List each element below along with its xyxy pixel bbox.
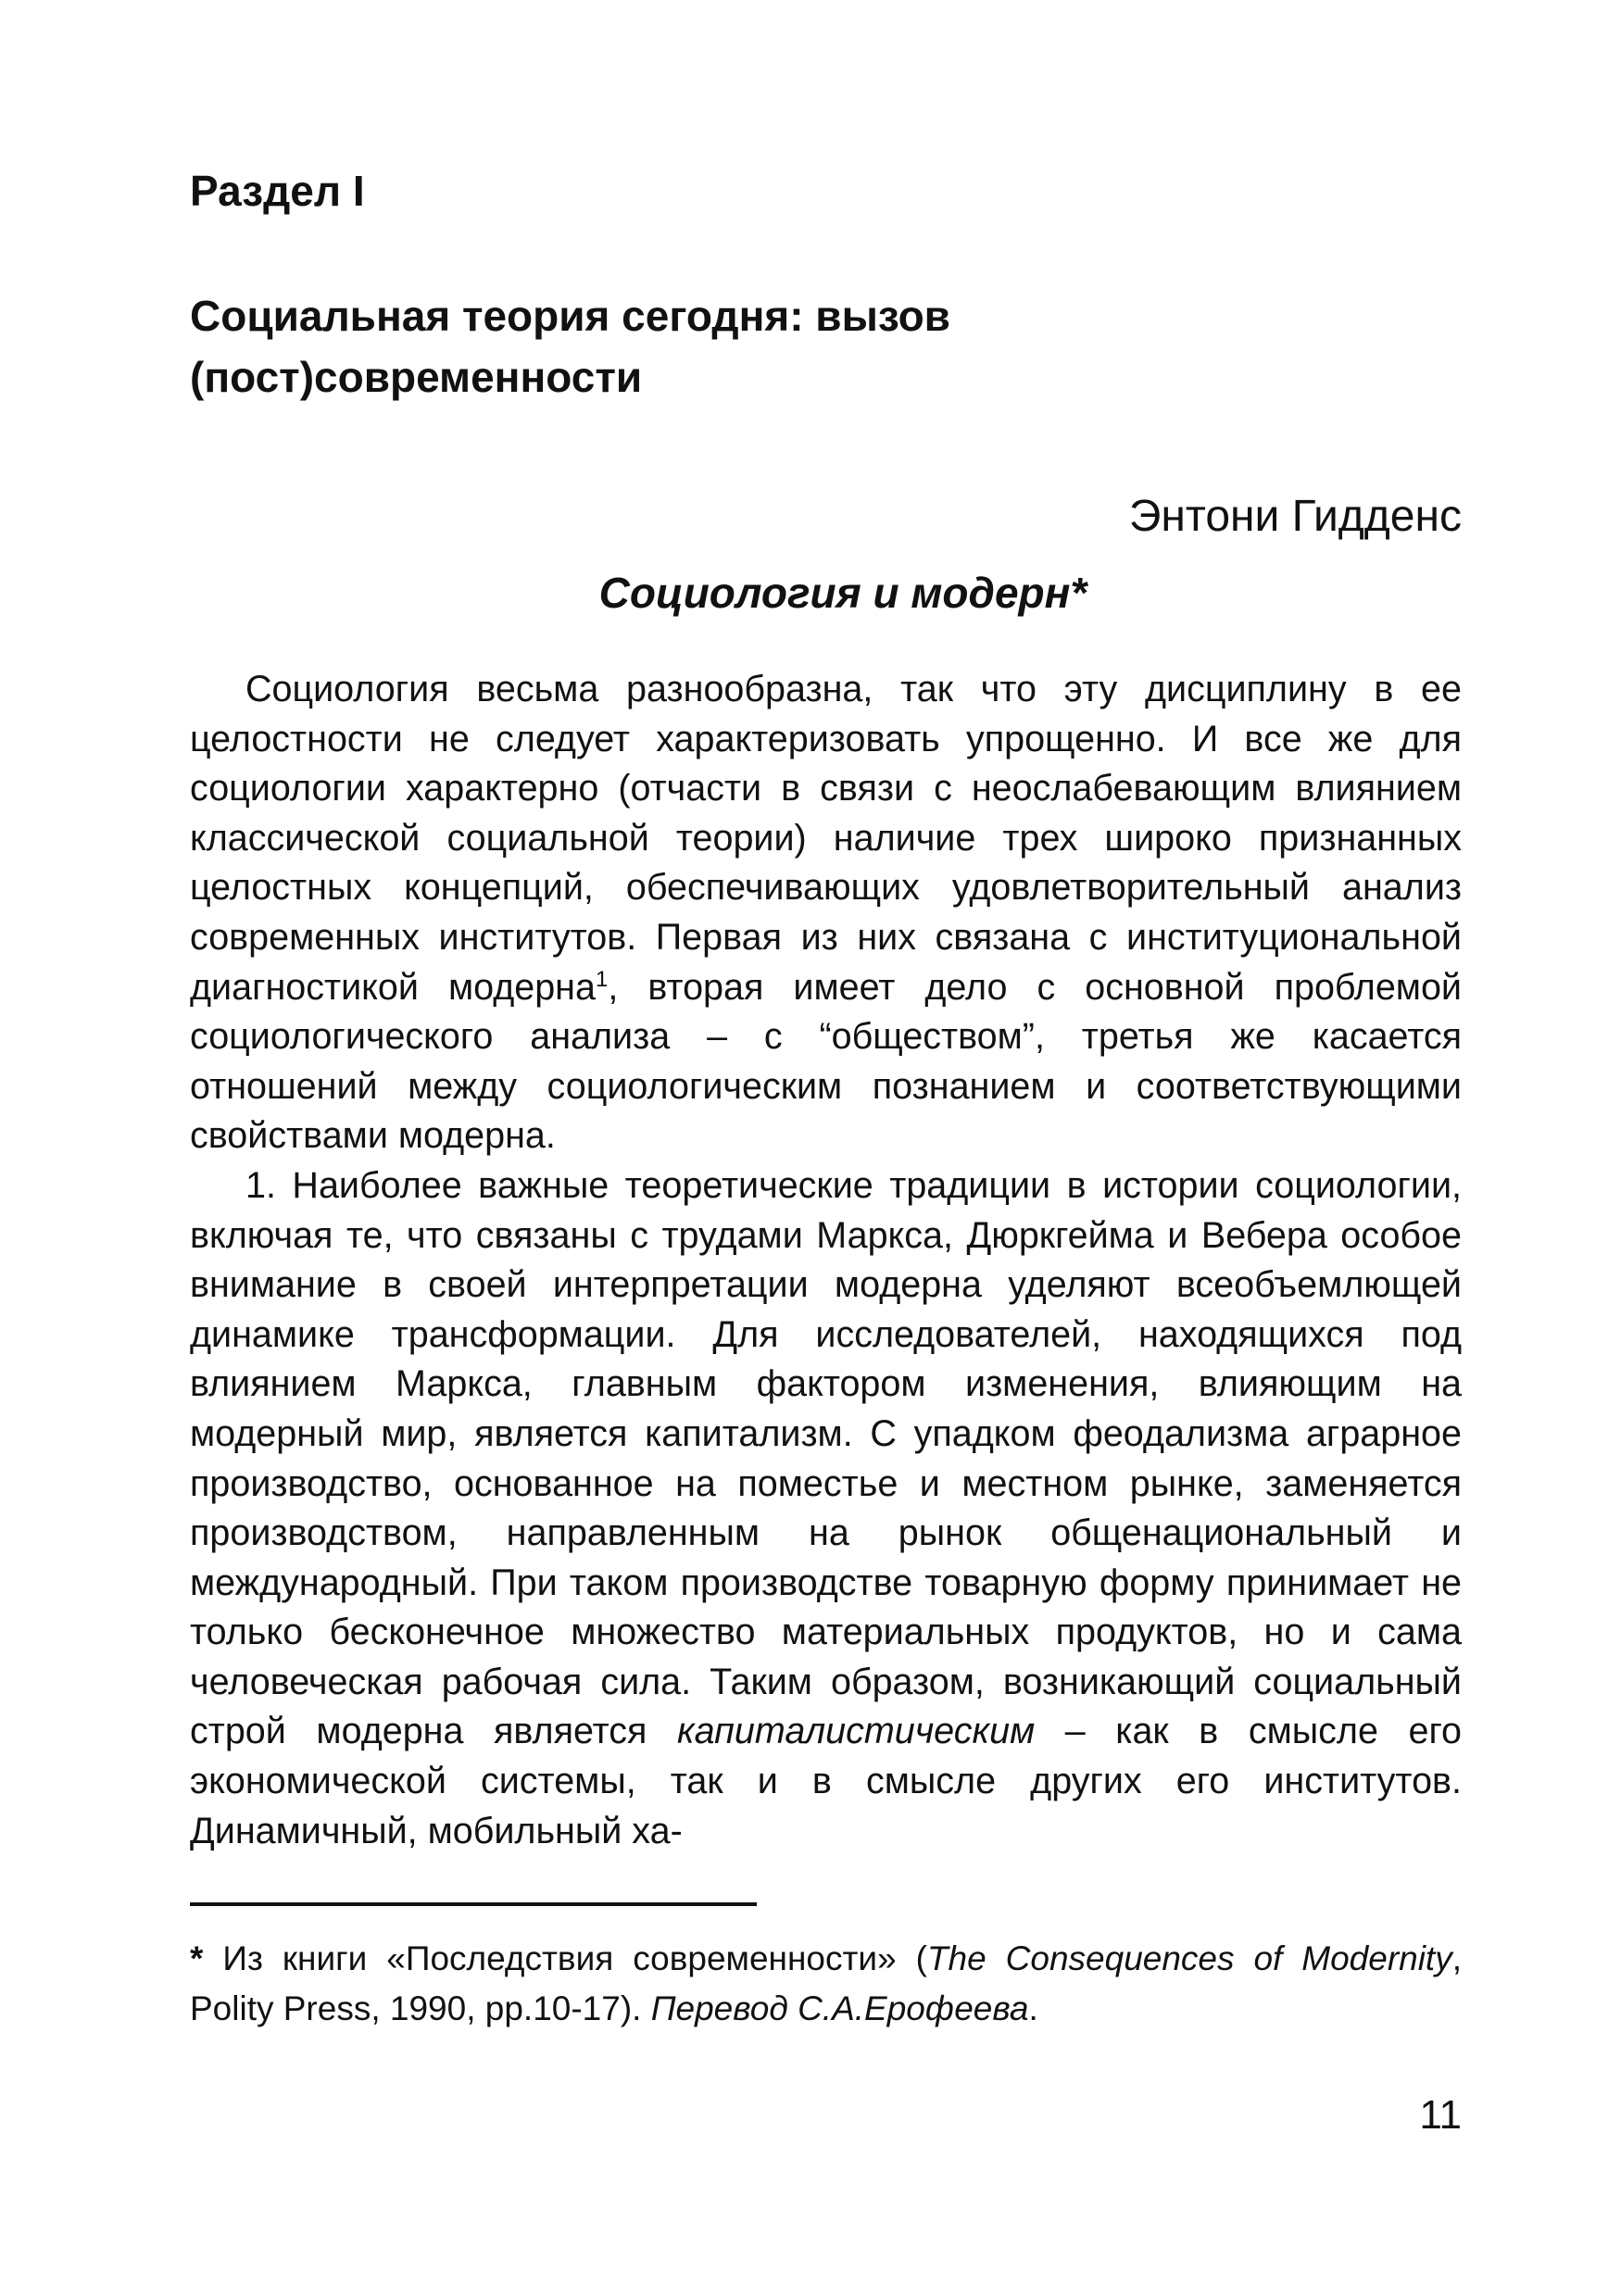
section-label: Раздел I	[190, 167, 365, 215]
footnote-text-end: .	[1028, 1989, 1038, 2027]
author-name: Энтони Гидденс	[1128, 492, 1462, 541]
section-title-line-2: (пост)современности	[190, 353, 643, 401]
section-title-line-1: Социальная теория сегодня: вызов	[190, 292, 950, 340]
paragraph-1	[190, 665, 1462, 1161]
footnote-translator: Перевод С.А.Ерофеева	[650, 1989, 1029, 2027]
section-title	[190, 285, 1394, 408]
footnote-marker: *	[190, 1939, 204, 1977]
paragraph-1-text-a: Социология весьма разнообразна, так что эту дисциплину в ее целостности не следует характеризовать упрощенно. И все же для социологии характерно (отчасти в связи с неослабевающим влиянием классической социальной теории) наличие трех широко признанных целостных концепций, обеспечивающих удовлетворительный анализ современных институтов. Первая из них связана с институциональной диагностикой модерна	[190, 669, 1462, 1008]
footnote-ref-1: 1	[595, 966, 609, 992]
footnote	[190, 1934, 1462, 2034]
paragraph-2-text-a: 1. Наиболее важные теоретические традиции в истории социологии, включая те, что связаны с трудами Маркса, Дюркгейма и Вебера особое внимание в своей интерпретации модерна уделяют всеобъемлющей динамике трансформации. Для исследователей, находящихся под влиянием Маркса, главным фактором изменения, влияющим на модерный мир, является капитализм. С упадком феодализма аграрное производство, основанное на поместье и местном рынке, заменяется производством, направленным на рынок общенациональный и международный. При таком производстве товарную форму принимает не только бесконечное множество материальных продуктов, но и сама человеческая рабочая сила. Таким образом, возникающий социальный строй модерна является	[190, 1164, 1462, 1752]
paragraph-2	[190, 1161, 1462, 1856]
paragraph-2-text-b: – как в смысле его экономической системы, так и в смысле других его институтов. Динамичный, мобильный ха-	[190, 1711, 1463, 1851]
paragraph-1-text-b: , вторая имеет дело с основной проблемой социологического анализа – с “обществом”, третья же касается отношений между социологическим познанием и соответствующими свойствами модерна.	[190, 966, 1462, 1157]
article-title: Социология и модерн*	[598, 569, 1087, 617]
body-text	[190, 665, 1462, 1856]
footnote-text-a: Из книги «Последствия современности» (	[203, 1939, 927, 1977]
footnote-text-b: , Polity Press, 1990, pp.10-17).	[190, 1939, 1462, 2027]
footnote-divider	[190, 1902, 757, 1906]
page-number: 11	[1419, 2092, 1462, 2138]
footnote-book-title: The Consequences of Modernity	[926, 1939, 1452, 1977]
paragraph-2-emphasis: капиталистическим	[677, 1711, 1036, 1752]
